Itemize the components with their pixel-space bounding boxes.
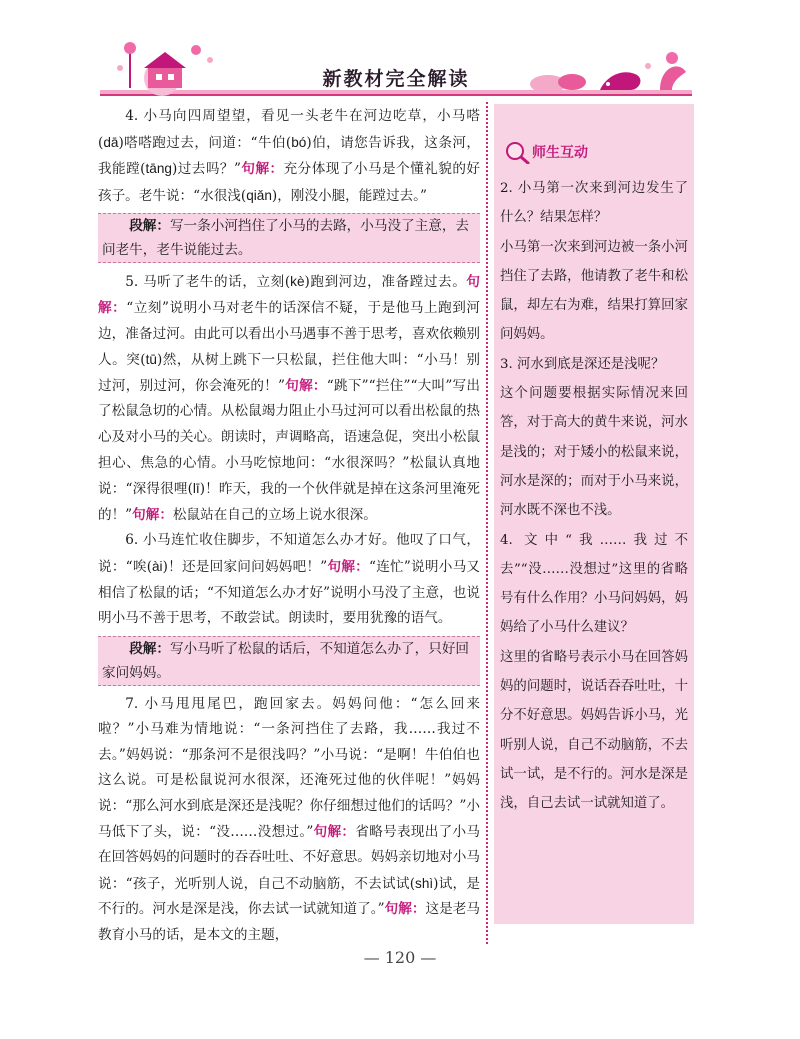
question-4: 4. 文中“我……我过不去”“没……没想过”这里的省略号有什么作用？小马问妈妈，妈妈给了小马什么建议？ [500,532,688,636]
answer-4: 这里的省略号表示小马在回答妈妈的问题时，说话吞吞吐吐，十分不好意思。妈妈告诉小马，光听别人说，自己不动脑筋，不去试一试，是不行的。河水是深是浅，自己去试一试就知道了。 [500,649,688,812]
paragraph-note-box: 段解：写小马听了松鼠的话后，不知道怎么办了，只好回家问妈妈。 [98,636,480,686]
header-title: 新教材完全解读 [322,68,470,90]
paragraph-5: 5. 马听了老牛的话，立刻(kè)跑到河边，准备蹚过去。句解：“立刻”说明小马对老牛的话深信不疑，于是他马上跑到河边，准备过河。由此可以看出小马遇事不善于思考，喜欢依赖别人。突(tū)然，从树上跳下一只松鼠，拦住他大叫：“小马！别过河，别过河，你会淹死的！”句解：“跳下”“拦住”“大叫”写出了松鼠急切的心情。从松鼠竭力阻止小马过河可以看出松鼠的热心及对小马的关心。朗读时，声调略高，语速急促，突出小松鼠担心、焦急的心情。小马吃惊地问：“水很深吗？”松鼠认真地说：“深得很哩(lī)！昨天，我的一个伙伴就是掉在这条河里淹死的！”句解：松鼠站在自己的立场上说水很深。 [98,274,480,523]
question-3: 3. 河水到底是深还是浅呢？ [500,356,665,372]
teacher-student-sidebar [494,104,694,924]
sidebar-body [500,174,688,819]
paragraph-6: 6. 小马连忙收住脚步，不知道怎么办才好。他叹了口气，说：“唉(ài)！还是回家问问妈妈吧！”句解：“连忙”说明小马又相信了松鼠的话；“不知道怎么办才好”说明小马没了主意，也说明小马不善于思考，不敢尝试。朗读时，要用犹豫的语气。 [98,532,480,627]
paragraph-note-box: 段解：写一条小河挡住了小马的去路，小马没了主意，去问老牛，老牛说能过去。 [98,213,480,263]
page-number: — 120 — [363,948,437,967]
paragraph-4: 4. 小马向四周望望，看见一头老牛在河边吃草，小马嗒(dā)嗒嗒跑过去，问道：“牛伯(bó)伯，请您告诉我，这条河，我能蹚(tāng)过去吗？”句解：充分体现了小马是个懂礼貌的好孩子。老牛说：“水很浅(qiǎn)，刚没小腿，能蹚过去。” [98,108,480,204]
main-text-column [98,104,480,949]
answer-2: 小马第一次来到河边被一条小河挡住了去路，他请教了老牛和松鼠，却左右为难，结果打算回家问妈妈。 [500,239,688,343]
magnifier-icon [504,140,530,164]
sidebar-heading [504,140,588,164]
sentence-note-label: 句解： [240,161,284,178]
page-header [100,38,692,102]
answer-3: 这个问题要根据实际情况来回答，对于高大的黄牛来说，河水是浅的；对于矮小的松鼠来说，河水是深的；而对于小马来说，河水既不深也不浅。 [500,386,688,519]
column-divider [486,102,488,944]
question-2: 2. 小马第一次来到河边发生了什么？结果怎样？ [500,181,688,226]
sidebar-heading-label: 师生互动 [532,145,588,161]
paragraph-7: 7. 小马甩甩尾巴，跑回家去。妈妈问他：“怎么回来啦？”小马难为情地说：“一条河挡住了去路，我……我过不去。”妈妈说：“那条河不是很浅吗？”小马说：“是啊！牛伯伯也这么说。可是松鼠说河水很深，还淹死过他的伙伴呢！”妈妈说：“那么河水到底是深还是浅呢？你仔细想过他们的话吗？”小马低下了头，说：“没……没想过。”句解：省略号表现出了小马在回答妈妈的问题时的吞吞吐吐、不好意思。妈妈亲切地对小马说：“孩子，光听别人说，自己不动脑筋，不去试试(shì)试，是不行的。河水是深是浅，你去试一试就知道了。”句解：这是老马教育小马的话，是本文的主题， [98,695,481,944]
